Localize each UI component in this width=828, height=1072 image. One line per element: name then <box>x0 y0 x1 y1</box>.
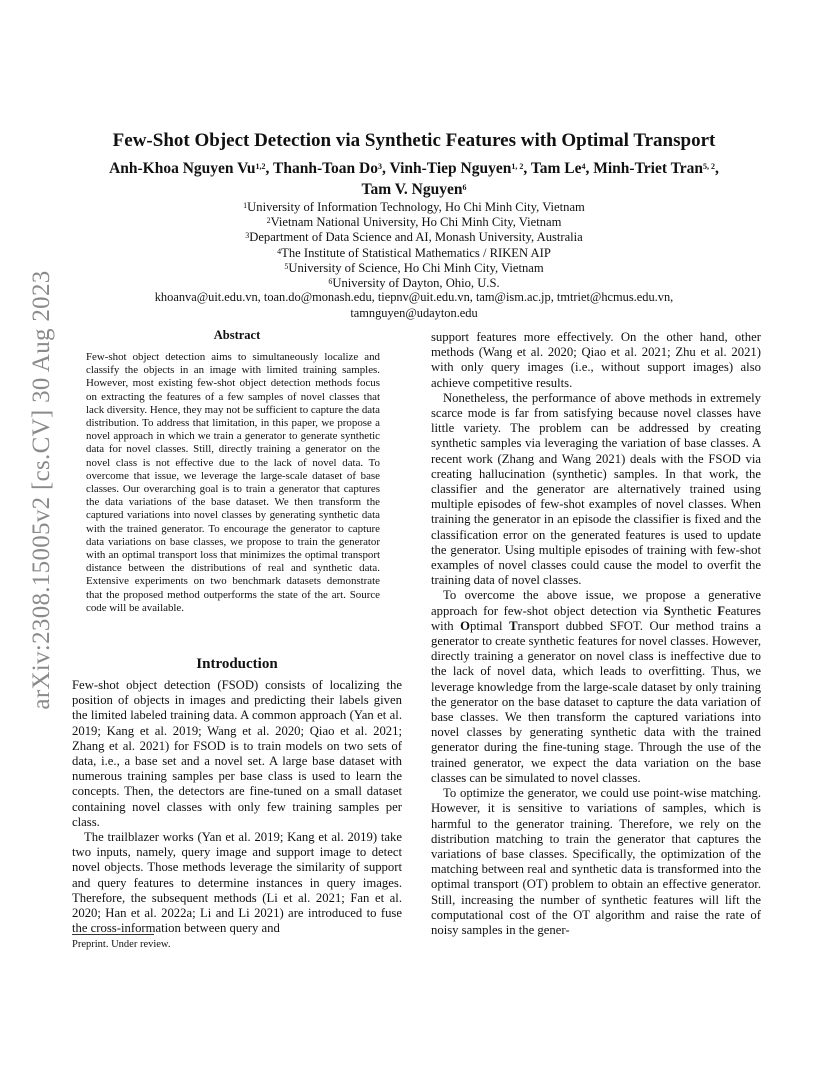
author: Tam Le$^4$ <box>530 160 586 177</box>
paragraph: To optimize the generator, we could use point-wise matching. However, it is sensitive to variations of samples, which is harmful to the generator training. Therefore, we rely on the distribution matching to train the generator that captures the variations of base classes. Specifically, the optimization of the matching between real and synthetic data is transformed into the optimal transport (OT) problem to obtain an effective generator. Still, increasing the number of synthetic features will lift the computational cost of the OT algorithm and raise the rate of noisy samples in the gener- <box>431 786 761 937</box>
arxiv-identifier: arXiv:2308.15005v2 [cs.CV] 30 Aug 2023 <box>28 270 55 710</box>
sfot-paragraph: To overcome the above issue, we propose a generative approach for few-shot object detection via Synthetic Features with Optimal Transport dubbed SFOT. Our method trains a generator to create synthetic features for novel classes. However, directly training a generator on novel class is ineffective due to the lack of novel data, which leads to overfitting. Thus, we leverage knowledge from the large-scale dataset by only training the generator on the base dataset to capture the data variation of base classes. We then transform the captured variations into novel classes by generating synthetic data with the trained generator during the fine-tuning stage. Through the use of the trained generator, we expect the data variation on the base classes can be simulated to novel classes. <box>431 588 761 785</box>
affiliation: $^2$Vietnam National University, Ho Chi Minh City, Vietnam <box>266 215 562 230</box>
footnote: Preprint. Under review. <box>72 939 171 950</box>
paragraph: Nonetheless, the performance of above methods in extremely scarce mode is far from satisfying because novel classes have little variety. The problem can be addressed by creating synthetic samples via leveraging the variation of base classes. A recent work (Zhang and Wang 2021) deals with the FSOD via creating hallucination (synthetic) samples. In that work, the classifier and the generator are alternatively trained using multiple episodes of few-shot examples of novel classes. When training the generator in an episode the classifier is fixed and the classification error on the generated features is used to update the generator. Using multiple episodes of training with few-shot examples of novel classes could cause the model to overfit the training data of novel classes. <box>431 390 761 588</box>
email-line: khoanva@uit.edu.vn, toan.do@monash.edu, tiepnv@uit.edu.vn, tam@ism.ac.jp, tmtriet@hcmus.edu.vn, <box>154 290 674 304</box>
email-line: tamnguyen@udayton.edu <box>350 306 478 320</box>
introduction-heading: Introduction <box>196 656 278 672</box>
paragraph: The trailblazer works (Yan et al. 2019; Kang et al. 2019) take two inputs, namely, query image and support image to detect novel objects. Those methods leverage the similarity of support and query features to determine instances in query images. Therefore, the subsequent methods (Li et al. 2021; Fan et al. 2020; Han et al. 2022a; Li and Li 2021) are introduced to fuse the cross-information between query and <box>72 830 402 936</box>
affiliation: $^3$Department of Data Science and AI, Monash University, Australia <box>245 230 583 245</box>
introduction-body <box>72 678 402 936</box>
author: Vinh-Tiep Nguyen$^{1, 2}$ <box>389 160 524 177</box>
paper-title: Few-Shot Object Detection via Synthetic Features with Optimal Transport <box>112 130 716 151</box>
footnote-rule <box>72 934 154 935</box>
affiliation: $^6$University of Dayton, Ohio, U.S. <box>328 276 500 291</box>
affiliation: $^4$The Institute of Statistical Mathematics / RIKEN AIP <box>277 245 551 260</box>
paragraph: Few-shot object detection (FSOD) consists of localizing the position of objects in images and predicting their labels given the limited labeled training data. A common approach (Yan et al. 2019; Kang et al. 2019; Wang et al. 2020; Qiao et al. 2021; Zhang et al. 2021) for FSOD is to train models on two sets of data, i.e., a base set and a novel set. A large base dataset with numerous training samples per base class is used to learn the concepts. Then, the detectors are fine-tuned on a small dataset containing novel classes with only few training samples per class. <box>72 678 402 829</box>
author: Anh-Khoa Nguyen Vu$^{1,2}$ <box>109 160 266 177</box>
affiliation: $^5$University of Science, Ho Chi Minh City, Vietnam <box>284 260 544 275</box>
abstract-heading: Abstract <box>213 328 261 342</box>
affiliation-list <box>72 200 756 291</box>
abstract-text: Few-shot object detection aims to simultaneously localize and classify the objects in an image with limited training samples. However, most existing few-shot object detection methods focus on extracting the features of a few samples of novel classes that lack diversity. Hence, they may not be sufficient to capture the data distribution. To address that limitation, in this paper, we propose a novel approach in which we train a generator to generate synthetic data for novel classes. Still, directly training a generator on the novel class is not effective due to the lack of novel data. To overcome that issue, we leverage the large-scale dataset of base classes. Our overarching goal is to train a generator that captures the data variations of the base dataset. We then transform the captured variations into novel classes by generating synthetic data with the trained generator. To encourage the generator to capture data variations on base classes, we propose to train the generator with an optimal transport loss that minimizes the optimal transport distance between the distributions of real and synthetic data. Extensive experiments on two benchmark datasets demonstrate that the proposed method outperforms the state of the art. Source code will be available. <box>86 351 380 614</box>
author: Thanh-Toan Do$^3$ <box>273 160 382 177</box>
arxiv-sidebar-stamp <box>22 270 62 710</box>
paragraph: support features more effectively. On the other hand, other methods (Wang et al. 2020; Qiao et al. 2021; Zhu et al. 2021) with only query images (i.e., without support images) also achieve competitive results. <box>431 330 761 390</box>
author-list: Anh-Khoa Nguyen Vu$^{1,2}$, Thanh-Toan Do$^3$, Vinh-Tiep Nguyen$^{1, 2}$, Tam Le$^4$, Minh-Triet Tran$^{5, 2}$, Tam V. Nguyen$^6$ <box>109 160 719 198</box>
email-list <box>72 289 756 321</box>
author: Tam V. Nguyen$^6$ <box>361 181 467 198</box>
affiliation: $^1$University of Information Technology, Ho Chi Minh City, Vietnam <box>243 200 585 214</box>
right-column-body <box>431 330 761 938</box>
author: Minh-Triet Tran$^{5, 2}$ <box>593 160 716 177</box>
